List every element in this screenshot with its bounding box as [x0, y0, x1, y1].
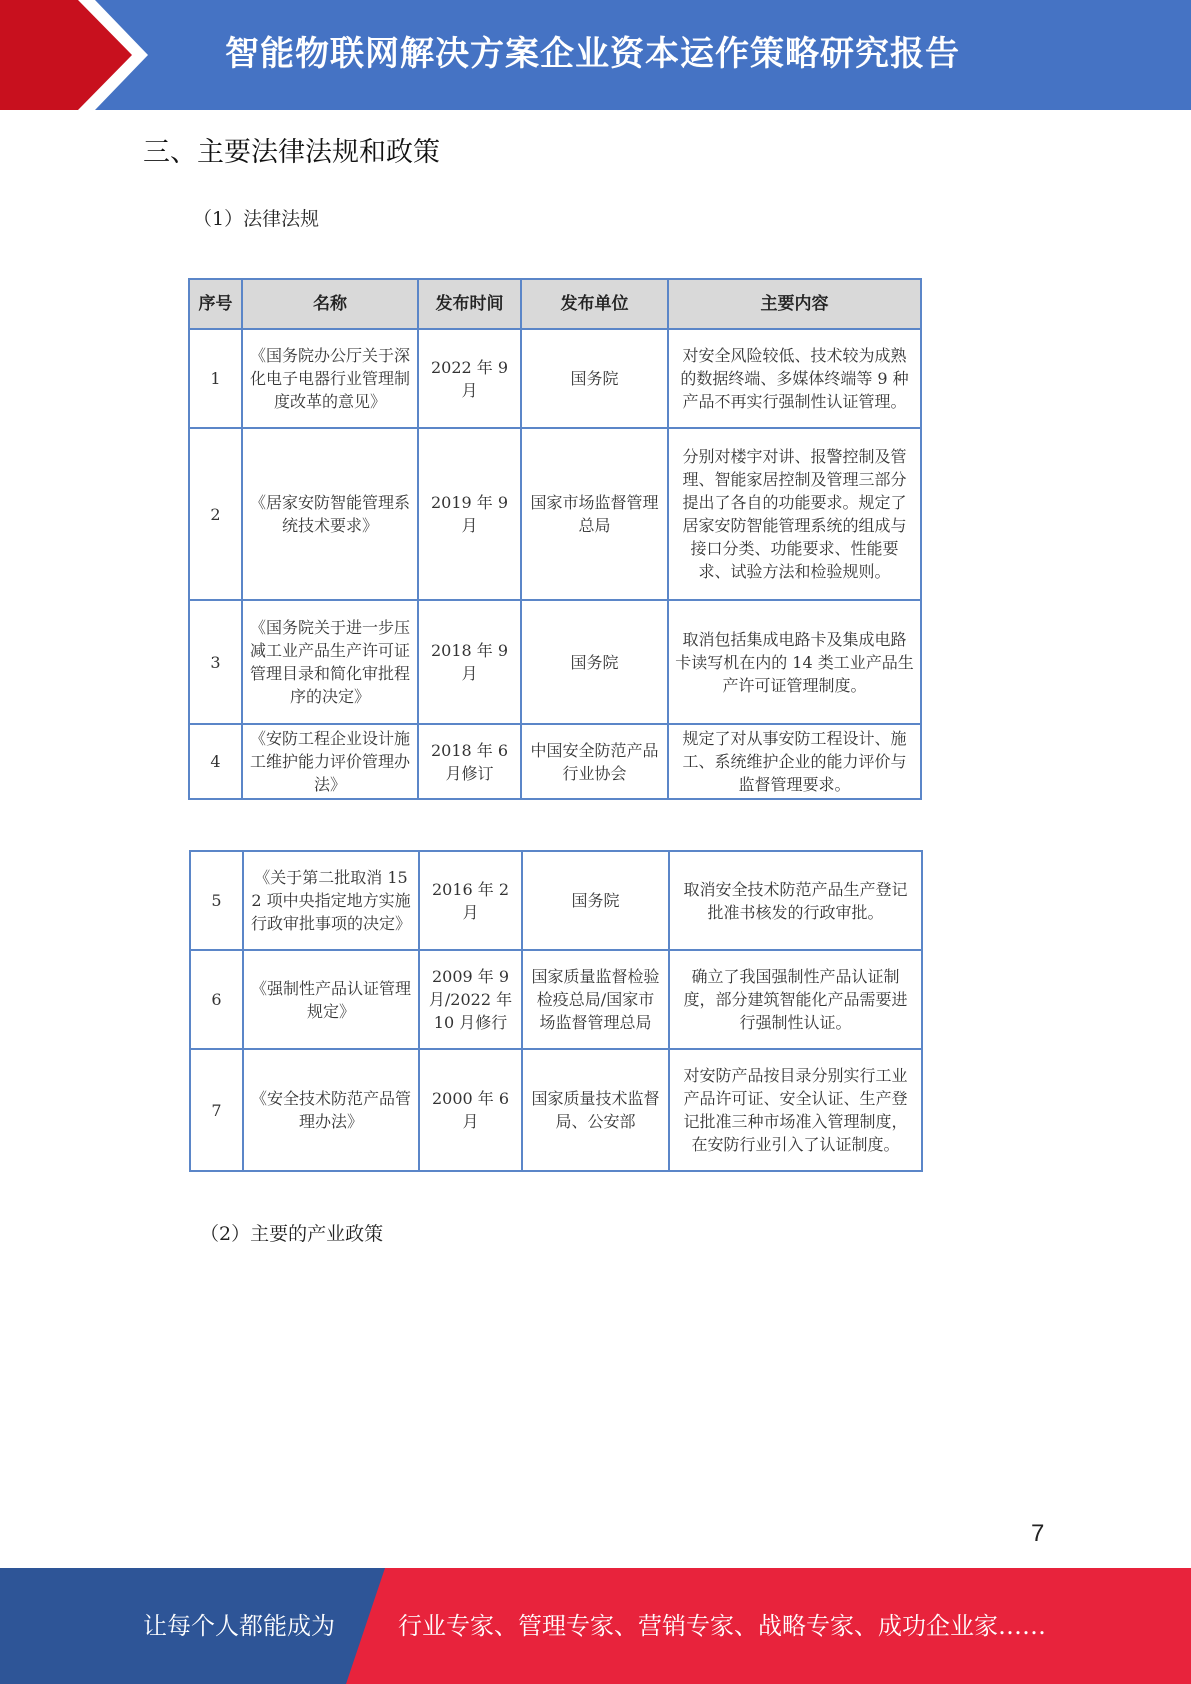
table-row: [190, 950, 922, 1049]
page-number: 7: [1031, 1520, 1045, 1547]
cell-no: 3: [189, 600, 242, 724]
table-row: [189, 428, 921, 600]
cell-content: 对安全风险较低、技术较为成熟的数据终端、多媒体终端等 9 种产品不再实行强制性认证管理。: [668, 329, 921, 428]
cell-name: 《国务院关于进一步压减工业产品生产许可证管理目录和简化审批程序的决定》: [242, 600, 418, 724]
header-cell-content: 主要内容: [668, 279, 921, 329]
table-header-row: [189, 279, 921, 329]
cell-date: 2019 年 9 月: [418, 428, 521, 600]
cell-content: 取消包括集成电路卡及集成电路卡读写机在内的 14 类工业产品生产许可证管理制度。: [668, 600, 921, 724]
header-cell-name: 名称: [242, 279, 418, 329]
cell-no: 1: [189, 329, 242, 428]
header-cell-date: 发布时间: [418, 279, 521, 329]
cell-date: 2018 年 6 月修订: [418, 724, 521, 799]
cell-no: 7: [190, 1049, 243, 1171]
header-arrow-decoration: [0, 0, 150, 110]
header-cell-no: 序号: [189, 279, 242, 329]
table-row: [189, 600, 921, 724]
cell-issuer: 国务院: [522, 851, 669, 950]
cell-date: 2009 年 9 月/2022 年 10 月修行: [419, 950, 522, 1049]
cell-issuer: 国家市场监督管理总局: [521, 428, 668, 600]
table-row: [190, 851, 922, 950]
subsection-laws-title: （1）法律法规: [193, 208, 320, 230]
table-row: [190, 1049, 922, 1171]
cell-name: 《安防工程企业设计施工维护能力评价管理办法》: [242, 724, 418, 799]
cell-name: 《国务院办公厅关于深化电子电器行业管理制度改革的意见》: [242, 329, 418, 428]
header-cell-issuer: 发布单位: [521, 279, 668, 329]
cell-issuer: 国家质量监督检验检疫总局/国家市场监督管理总局: [522, 950, 669, 1049]
cell-issuer: 中国安全防范产品行业协会: [521, 724, 668, 799]
cell-issuer: 国家质量技术监督局、公安部: [522, 1049, 669, 1171]
cell-content: 对安防产品按目录分别实行工业产品许可证、安全认证、生产登记批准三种市场准入管理制度，在安防行业引入了认证制度。: [669, 1049, 922, 1171]
table-row: [189, 724, 921, 799]
footer-slogan-left: 让每个人都能成为: [143, 1612, 335, 1640]
cell-content: 分别对楼宇对讲、报警控制及管理、智能家居控制及管理三部分提出了各自的功能要求。规定了居家安防智能管理系统的组成与接口分类、功能要求、性能要求、试验方法和检验规则。: [668, 428, 921, 600]
section-title: 三、主要法律法规和政策: [143, 137, 440, 168]
page-footer: [0, 1568, 1191, 1684]
report-title: 智能物联网解决方案企业资本运作策略研究报告: [225, 34, 960, 74]
cell-name: 《强制性产品认证管理规定》: [243, 950, 419, 1049]
cell-issuer: 国务院: [521, 329, 668, 428]
cell-date: 2000 年 6 月: [419, 1049, 522, 1171]
cell-date: 2022 年 9 月: [418, 329, 521, 428]
regulations-table-part2: [189, 850, 923, 1172]
table-row: [189, 329, 921, 428]
cell-name: 《安全技术防范产品管理办法》: [243, 1049, 419, 1171]
cell-no: 6: [190, 950, 243, 1049]
cell-no: 5: [190, 851, 243, 950]
regulations-table-part1: [188, 278, 922, 800]
cell-content: 规定了对从事安防工程设计、施工、系统维护企业的能力评价与监督管理要求。: [668, 724, 921, 799]
cell-issuer: 国务院: [521, 600, 668, 724]
subsection-policies-title: （2）主要的产业政策: [200, 1223, 384, 1245]
cell-name: 《关于第二批取消 152 项中央指定地方实施行政审批事项的决定》: [243, 851, 419, 950]
cell-no: 2: [189, 428, 242, 600]
page-header: [0, 0, 1191, 110]
cell-name: 《居家安防智能管理系统技术要求》: [242, 428, 418, 600]
footer-slogan-right: 行业专家、管理专家、营销专家、战略专家、成功企业家……: [398, 1612, 1046, 1640]
cell-date: 2018 年 9 月: [418, 600, 521, 724]
cell-no: 4: [189, 724, 242, 799]
cell-content: 取消安全技术防范产品生产登记批准书核发的行政审批。: [669, 851, 922, 950]
cell-date: 2016 年 2 月: [419, 851, 522, 950]
cell-content: 确立了我国强制性产品认证制度，部分建筑智能化产品需要进行强制性认证。: [669, 950, 922, 1049]
